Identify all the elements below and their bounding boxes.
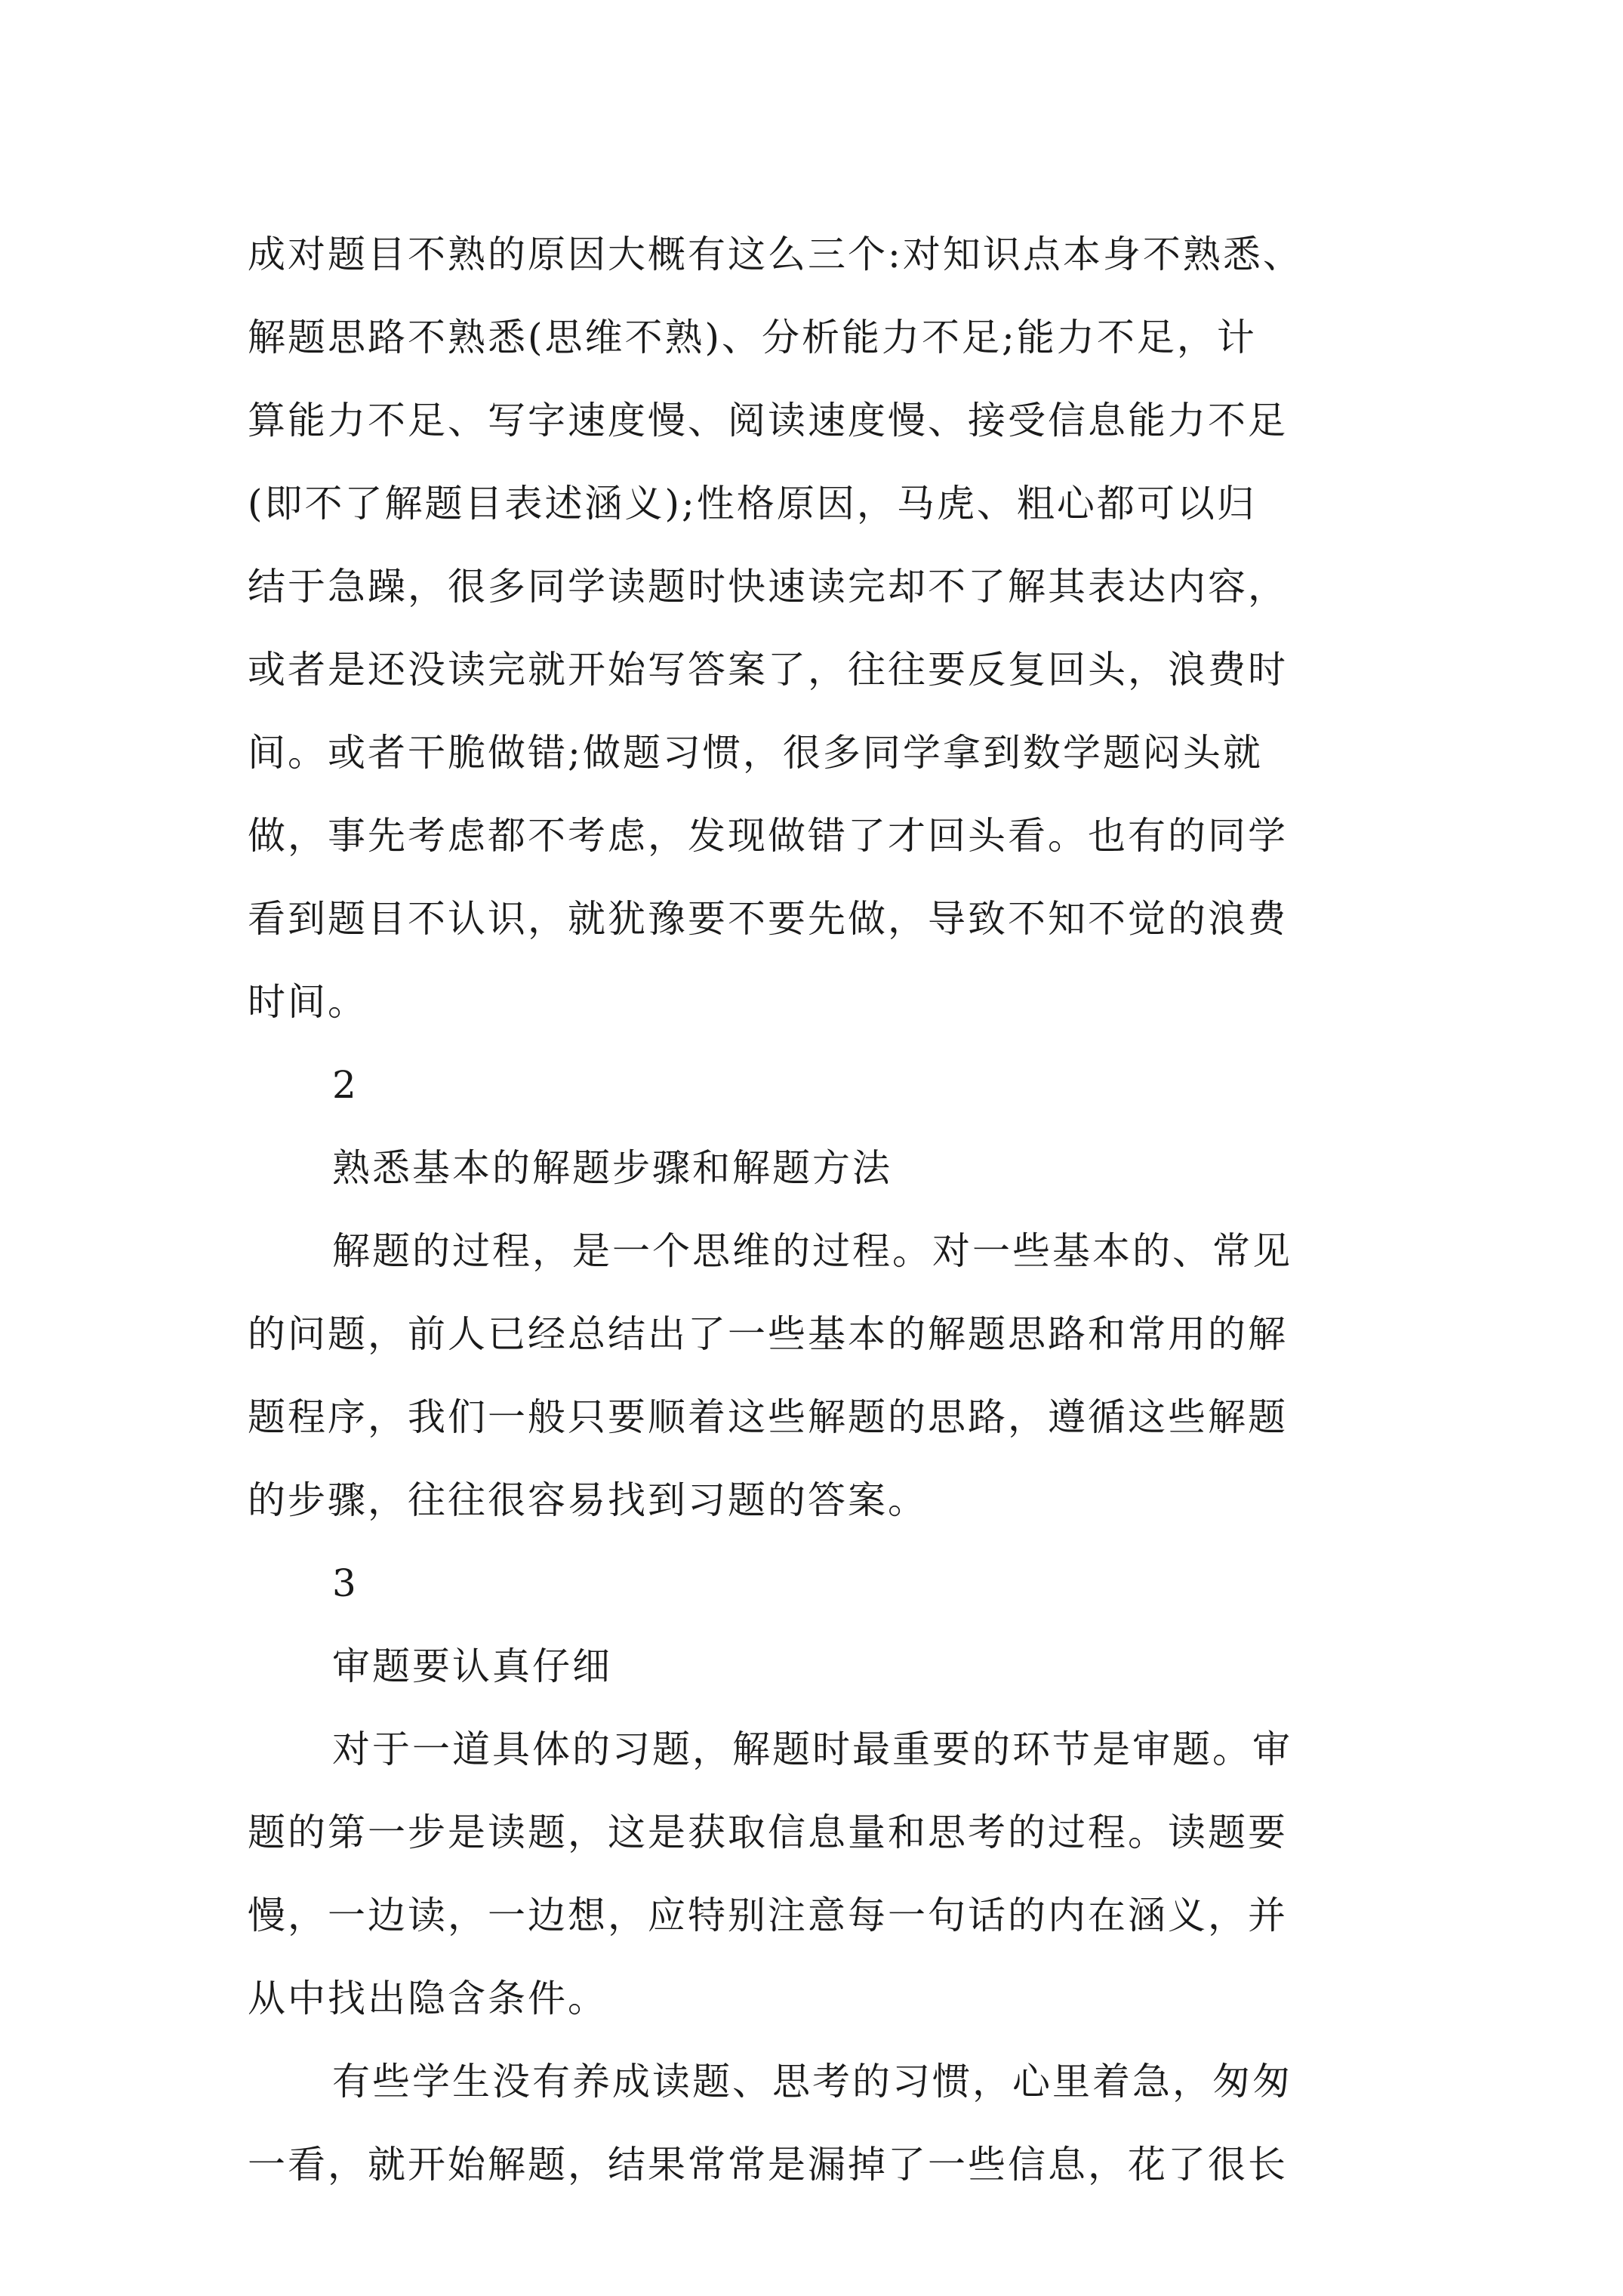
text-line: 间。或者干脆做错;做题习惯，很多同学拿到数学题闷头就 [248,731,1263,775]
text-line: 题的第一步是读题，这是获取信息量和思考的过程。读题要 [248,1811,1288,1854]
text-line: 算能力不足、写字速度慢、阅读速度慢、接受信息能力不足 [248,399,1288,442]
text-line: 一看，就开始解题，结果常常是漏掉了一些信息，花了很长 [248,2143,1288,2187]
section-number: 2 [332,1063,359,1107]
text-line: 的问题，前人已经总结出了一些基本的解题思路和常用的解 [248,1312,1288,1356]
text-line: 题程序，我们一般只要顺着这些解题的思路，遵循这些解题 [248,1395,1288,1439]
paragraph-start: 对于一道具体的习题，解题时最重要的环节是审题。审 [332,1727,1292,1771]
text-line: 或者是还没读完就开始写答案了，往往要反复回头，浪费时 [248,648,1288,692]
text-line: 做，事先考虑都不考虑，发现做错了才回头看。也有的同学 [248,814,1288,858]
paragraph-start: 有些学生没有养成读题、思考的习惯，心里着急，匆匆 [332,2060,1292,2103]
section-heading: 审题要认真仔细 [332,1644,612,1688]
text-line: 解题思路不熟悉(思维不熟)、分析能力不足;能力不足，计 [248,316,1257,359]
section-heading: 熟悉基本的解题步骤和解题方法 [332,1146,892,1190]
document-body [248,213,1380,2206]
text-line: 的步骤，往往很容易找到习题的答案。 [248,1478,928,1522]
text-line: 慢，一边读，一边想，应特别注意每一句话的内在涵义，并 [248,1894,1288,1937]
text-line: (即不了解题目表述涵义);性格原因，马虎、粗心都可以归 [248,482,1257,525]
paragraph-start: 解题的过程，是一个思维的过程。对一些基本的、常见 [332,1229,1292,1273]
section-number: 3 [332,1561,359,1605]
text-line: 看到题目不认识，就犹豫要不要先做，导致不知不觉的浪费 [248,897,1288,941]
text-line: 从中找出隐含条件。 [248,1977,608,2020]
text-line: 结于急躁，很多同学读题时快速读完却不了解其表达内容， [248,565,1288,609]
text-line: 成对题目不熟的原因大概有这么三个:对知识点本身不熟悉、 [248,233,1303,276]
text-line: 时间。 [248,980,368,1024]
